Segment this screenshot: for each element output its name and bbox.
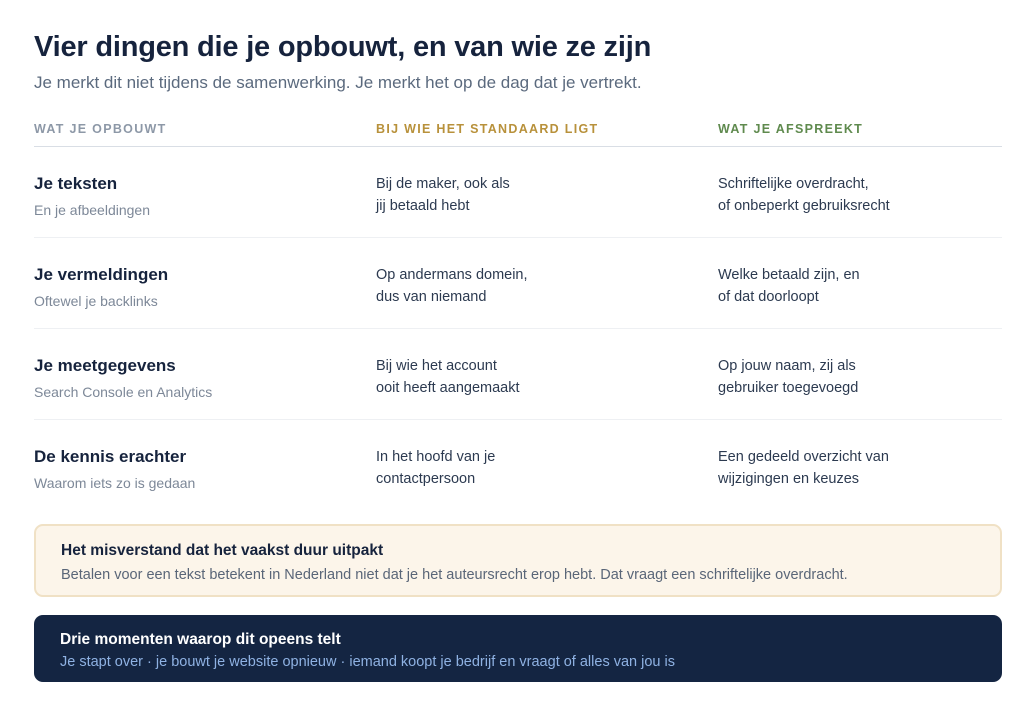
- cell-line: Bij de maker, ook als: [376, 176, 510, 192]
- cell-line: Bij wie het account: [376, 358, 497, 374]
- row-title: Je meetgegevens: [34, 356, 176, 375]
- page-title: Vier dingen die je opbouwt, en van wie ze zijn: [34, 31, 652, 63]
- agreement-cell: [718, 173, 1002, 237]
- default-owner-cell: [376, 173, 718, 237]
- row-subtitle: Oftewel je backlinks: [34, 293, 158, 309]
- row-subtitle: Waarom iets zo is gedaan: [34, 475, 196, 491]
- row-title: Je teksten: [34, 174, 118, 193]
- table-header: [34, 121, 1002, 147]
- cell-line: gebruiker toegevoegd: [718, 379, 859, 396]
- page-subtitle: Je merkt dit niet tijdens de samenwerking. Je merkt het op de dag dat je vertrekt.: [34, 73, 642, 92]
- default-owner-cell: [376, 446, 718, 511]
- table-row: [34, 238, 1002, 329]
- cell-line: jij betaald hebt: [376, 197, 470, 214]
- default-owner-cell: [376, 264, 718, 328]
- callout-title: Het misverstand dat het vaakst duur uitpakt: [61, 542, 384, 559]
- row-subtitle: Search Console en Analytics: [34, 384, 213, 400]
- table-row: [34, 329, 1002, 420]
- row-subtitle: En je afbeeldingen: [34, 202, 150, 218]
- cell-line: contactpersoon: [376, 470, 476, 487]
- cell-line: dus van niemand: [376, 288, 487, 305]
- table-row: [34, 147, 1002, 238]
- cell-line: Welke betaald zijn, en: [718, 267, 860, 283]
- default-owner-cell: [376, 355, 718, 419]
- row-label-cell: [34, 173, 376, 237]
- cell-line: Op jouw naam, zij als: [718, 358, 856, 374]
- row-title: Je vermeldingen: [34, 265, 169, 284]
- cell-line: wijzigingen en keuzes: [718, 470, 860, 487]
- cell-line: Op andermans domein,: [376, 267, 528, 283]
- agreement-cell: [718, 355, 1002, 419]
- cell-line: of onbeperkt gebruiksrecht: [718, 197, 890, 214]
- column-header-what: WAT JE OPBOUWT: [34, 122, 167, 136]
- row-label-cell: [34, 355, 376, 419]
- row-label-cell: [34, 264, 376, 328]
- callout-text: Je stapt over · je bouwt je website opnieuw · iemand koopt je bedrijf en vraagt of alles van jou is: [60, 654, 675, 670]
- table-body: [34, 147, 1002, 511]
- cell-line: ooit heeft aangemaakt: [376, 379, 520, 396]
- column-header-agreement: WAT JE AFSPREEKT: [718, 122, 864, 136]
- callout-text: Betalen voor een tekst betekent in Nederland niet dat je het auteursrecht erop hebt. Dat vraagt een schriftelijke overdracht.: [61, 567, 848, 583]
- table-row: [34, 420, 1002, 511]
- copyright-warning-callout: [34, 524, 1002, 597]
- cell-line: of dat doorloopt: [718, 288, 819, 305]
- cell-line: Een gedeeld overzicht van: [718, 449, 889, 465]
- agreement-cell: [718, 446, 1002, 511]
- agreement-cell: [718, 264, 1002, 328]
- row-label-cell: [34, 446, 376, 511]
- cell-line: In het hoofd van je: [376, 449, 496, 465]
- column-header-default-owner: BIJ WIE HET STANDAARD LIGT: [376, 122, 599, 136]
- callout-title: Drie momenten waarop dit opeens telt: [60, 631, 341, 648]
- key-moments-callout: [34, 615, 1002, 682]
- cell-line: Schriftelijke overdracht,: [718, 176, 869, 192]
- row-title: De kennis erachter: [34, 447, 187, 466]
